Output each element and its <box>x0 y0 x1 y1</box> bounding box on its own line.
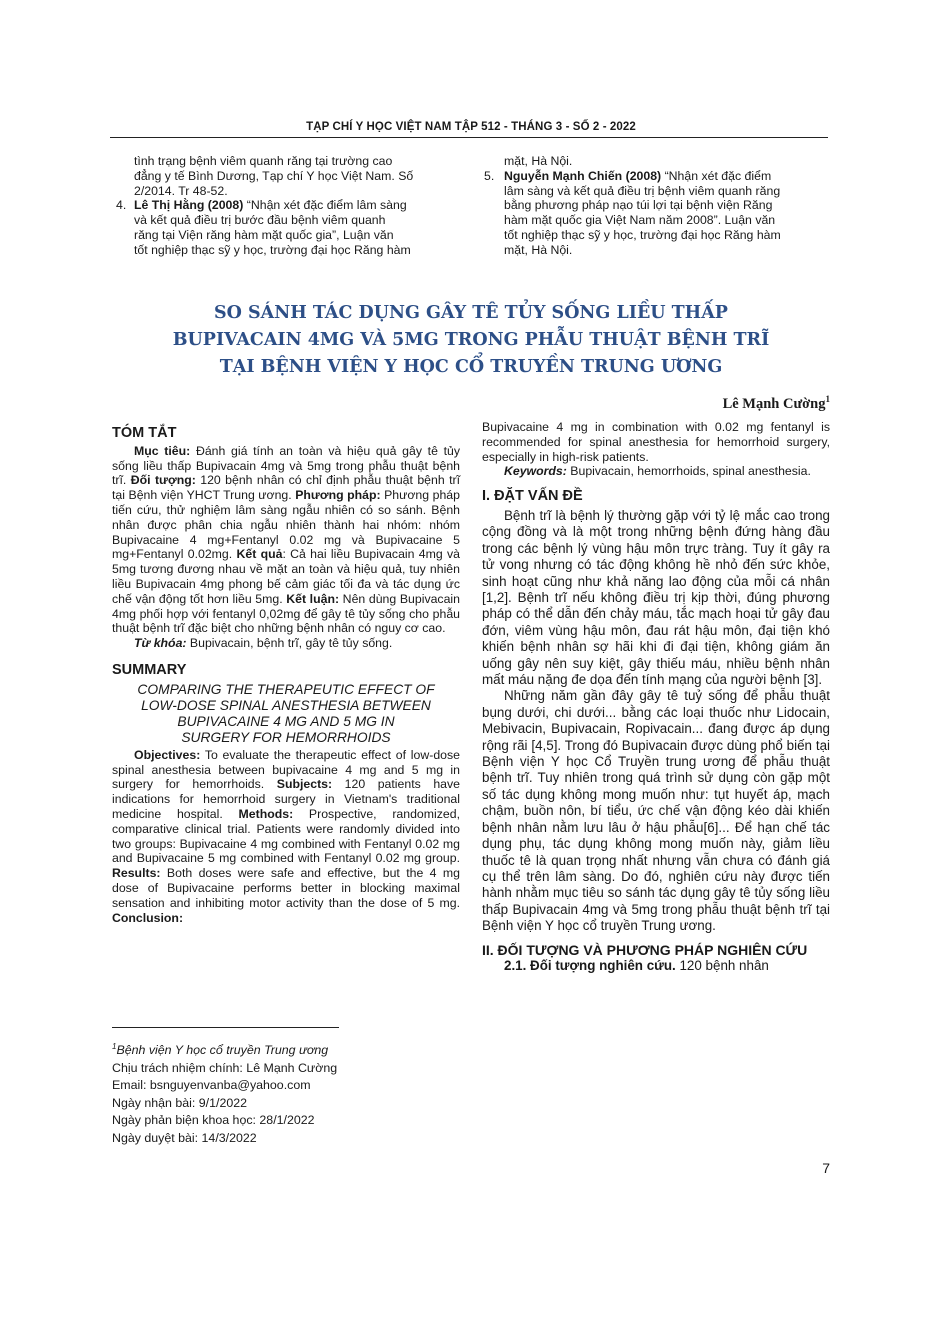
title-line: TẠI BỆNH VIỆN Y HỌC CỔ TRUYỀN TRUNG ƯƠNG <box>219 357 723 377</box>
summary-keywords <box>482 464 830 479</box>
references-right <box>482 154 832 258</box>
tom-tat-abstract <box>112 444 460 636</box>
footnote-rule <box>112 1027 339 1028</box>
ref-line: đẳng y tế Bình Dương, Tạp chí Y học Việt Nam. Số <box>134 168 414 183</box>
tom-tat-keywords <box>112 636 460 651</box>
author-superscript: 1 <box>825 394 830 404</box>
section-1-body <box>482 508 830 935</box>
page-number: 7 <box>822 1160 830 1176</box>
title-line: BUPIVACAIN 4MG VÀ 5MG TRONG PHẪU THUẬT BỆNH TRĨ <box>172 330 770 350</box>
ref-author: Nguyễn Mạnh Chiến (2008) <box>504 168 662 183</box>
section-1-heading: I. ĐẶT VẤN ĐỀ <box>482 488 583 505</box>
footnotes <box>112 1038 460 1147</box>
label-keywords: Từ khóa: <box>134 636 187 651</box>
label-objectives: Objectives: <box>134 747 201 762</box>
footnote-line: Ngày phản biện khoa học: 28/1/2022 <box>112 1113 315 1128</box>
summary-title-line: SURGERY FOR HEMORRHOIDS <box>181 729 391 745</box>
summary-title-line: BUPIVACAINE 4 MG AND 5 MG IN <box>177 713 395 729</box>
summary-title <box>112 682 460 746</box>
summary-abstract <box>112 748 460 926</box>
footnote-line: Ngày nhận bài: 9/1/2022 <box>112 1095 248 1110</box>
author-name <box>723 394 830 413</box>
ref-line: “Nhận xét đặc điểm <box>664 168 772 183</box>
text-objectives: To evaluate the therapeutic effect of low-dose spinal anesthesia between bupivacaine 4 mg and 5 mg in surgery for hemorrhoids. <box>112 747 460 792</box>
affiliation-superscript: 1 <box>112 1042 117 1051</box>
section-2-heading: II. ĐỐI TƯỢNG VÀ PHƯƠNG PHÁP NGHIÊN CỨU <box>482 941 808 958</box>
author-text: Lê Mạnh Cường <box>722 395 826 412</box>
section-1-paragraph: Những năm gần đây gây tê tuỷ sống để phẫu thuật bụng dưới, chi dưới... bằng các loại thuốc như Lidocain, Mebivacin, Bupivacain, Ropivacain... đang được áp dụng rộng rãi [4,5]. Trong đó Bupivacain được dùng phổ biến tại Bệnh viện Y học Cổ Truyền trung ương để phẫu thuật bệnh trĩ. Tuy nhiên trong quá trình sử dụng còn gặp một số tác dụng không mong muốn như: tụt huyết áp, mạch chậm, buồn nôn, bí tiểu, ức chế vận động kéo dài khiến bệnh nhân nằm lưu lâu ở hậu phẫu[6]... Để hạn chế tác dụng phụ, tác dụng không mong muốn này, giảm liều thuốc tê là quan trọng nhất nhưng vẫn chưa có đánh giá cụ thể trên lâm sàng. Do đó, nghiên cứu này được tiến hành nhằm mục tiêu so sánh tác dụng gây tê tủy sống liều thấp Bupivacain 4mg và 5mg trong phẫu thuật bệnh trĩ tại Bệnh viện Y học cổ truyền Trung ương. <box>482 688 830 934</box>
ref-line: tình trạng bệnh viêm quanh răng tại trường cao <box>134 154 393 168</box>
ref-line: “Nhận xét đặc điểm lâm sàng <box>246 198 407 213</box>
text-keywords: Bupivacain, bệnh trĩ, gây tê tủy sống. <box>186 636 393 651</box>
text-conclusion: Nên dùng Bupivacain 4mg phối hợp với fentanyl 0,02mg để gây tê tủy sống cho phẫu thuật bệnh trĩ đặc biệt cho những bệnh nhân có nguy cơ cao. <box>112 591 460 636</box>
text-objective: Đánh giá tính an toàn và hiệu quả gây tê tủy sống liều thấp Bupivacain 4mg và 5mg trong phẫu thuật bệnh trĩ. <box>112 443 461 488</box>
ref-line: mặt, Hà Nội. <box>504 154 573 168</box>
references-left <box>112 154 462 258</box>
text-keywords-en: Bupivacain, hemorrhoids, spinal anesthesia. <box>566 464 811 479</box>
ref-line: lâm sàng và kết quả điều trị bệnh viêm quanh răng <box>504 183 781 198</box>
label-subjects: Đối tượng: <box>130 473 196 488</box>
tom-tat-heading: TÓM TẮT <box>112 425 177 441</box>
text-results: : Cả hai liều Bupivacain 4mg và 5mg tương đương nhau về mặt an toàn và hiệu quả, tuy nhiên liều Bupivacain 4mg phong bế cảm giác tối đa và tác dụng ức chế vận động tốt hơn liều 5mg. <box>112 547 460 606</box>
label-methods-en: Methods: <box>238 806 294 821</box>
ref-line: tốt nghiệp thạc sỹ y học, trường đại học Răng hàm <box>504 227 781 242</box>
label-subjects-en: Subjects: <box>276 777 333 792</box>
subsection-label: 2.1. Đối tượng nghiên cứu. <box>504 958 676 974</box>
left-column <box>112 426 460 925</box>
label-methods: Phương pháp: <box>295 488 381 503</box>
title-line: SO SÁNH TÁC DỤNG GÂY TÊ TỦY SỐNG LIỀU THẤP <box>214 303 728 323</box>
text-methods: Phương pháp tiến cứu, thử nghiệm lâm sàng ngẫu nhiên có so sánh. Bệnh nhân được phân chia ngẫu nhiên thành hai nhóm: nhóm Bupivacaine 4 mg+Fentanyl 0.02 mg và Bupivacaine 5 mg+Fentanyl 0.02mg. <box>112 488 460 562</box>
ref-line: và kết quả điều trị bước đầu bệnh viêm quanh <box>134 213 386 228</box>
text-results-en: Both doses were safe and effective, but the 4 mg dose of Bupivacaine performs better in blocking maximal sensation and inhibiting motor activity than the dose of 5 mg. <box>112 866 460 910</box>
ref-line: hàm mặt quốc gia Việt Nam năm 2008”. Luận văn <box>504 213 776 228</box>
label-conclusion: Kết luận: <box>286 591 340 606</box>
ref-line: răng tại Viện răng hàm mặt quốc gia”, Luận văn <box>134 227 394 242</box>
text-subjects: 120 bệnh nhân có chỉ định phẫu thuật bệnh trĩ tại Bệnh viện YHCT Trung ương. <box>112 473 460 503</box>
summary-heading: SUMMARY <box>112 661 187 678</box>
label-results: Kết quả <box>236 547 283 562</box>
affiliation-text: Bệnh viện Y học cổ truyền Trung ương <box>116 1043 329 1058</box>
header-rule <box>110 137 828 138</box>
label-conclusion-en: Conclusion: <box>112 910 184 925</box>
section-1-paragraph: Bệnh trĩ là bệnh lý thường gặp với tỷ lệ mắc cao trong cộng đồng và là một trong những bệnh đứng hàng đầu trong các bệnh lý vùng hậu môn trực tràng. Tuy ít gây ra tử vong nhưng có tác động không hề nhỏ đến sức khỏe, sinh hoạt cũng như khả năng lao động của mỗi cá nhân [1,2]. Bệnh trĩ nếu không điều trị kịp thời, đúng phương pháp có thể dẫn đến chảy máu, tắc mạch hoại tử gây đau đớn, viêm vùng hậu môn, đau rát hậu môn, đại tiện khó khiến bệnh nhân sợ hãi khi đi đại tiện, không giám ăn uống gây nên suy kiệt, gây thiếu máu, nhiều bệnh nhân mất máu nặng đe dọa đến tính mạng của người bệnh [3]. <box>482 507 830 688</box>
summary-title-line: COMPARING THE THERAPEUTIC EFFECT OF <box>137 681 435 697</box>
ref-number: 4. <box>116 198 127 213</box>
section-2-subsection <box>482 957 830 974</box>
reference-continued <box>112 154 462 198</box>
ref-number: 5. <box>484 168 495 183</box>
reference-4 <box>112 198 462 257</box>
label-objective: Mục tiêu: <box>134 443 191 458</box>
label-results-en: Results: <box>112 866 161 881</box>
ref-line: mặt, Hà Nội. <box>504 242 573 257</box>
text-subjects-en: 120 patients have indications for hemorrhoid surgery in Vietnam's traditional medicine hospital. <box>112 777 460 821</box>
subsection-text: 120 bệnh nhân <box>675 958 769 974</box>
footnote-line: Ngày duyệt bài: 14/3/2022 <box>112 1130 257 1145</box>
ref-author: Lê Thị Hằng (2008) <box>134 198 244 213</box>
summary-continued: Bupivacaine 4 mg in combination with 0.02 mg fentanyl is recommended for spinal anesthesia for hemorrhoid surgery, especially in high-risk patients. <box>482 420 830 464</box>
summary-title-line: LOW-DOSE SPINAL ANESTHESIA BETWEEN <box>141 697 431 713</box>
text-methods-en: Prospective, randomized, comparative clinical trial. Patients were randomly divided into two groups: Bupivacaine 4 mg combined with Fentanyl 0.02 mg and Bupivacaine 5 mg combined with Fentanyl 0.02 mg group. <box>112 806 460 866</box>
label-keywords-en: Keywords: <box>504 464 567 479</box>
article-title <box>0 300 942 381</box>
right-column <box>482 420 830 974</box>
footnote-line: Email: bsnguyenvanba@yahoo.com <box>112 1078 311 1093</box>
ref-line: bằng phương pháp nạo túi lợi tại bệnh viện Răng <box>504 198 773 213</box>
reference-continued <box>482 154 832 169</box>
ref-line: 2/2014. Tr 48-52. <box>134 183 228 198</box>
reference-5 <box>482 169 832 258</box>
footnote-affiliation <box>112 1038 460 1060</box>
ref-line: tốt nghiệp thạc sỹ y học, trường đại học Răng hàm <box>134 242 411 257</box>
footnote-line: Chịu trách nhiệm chính: Lê Mạnh Cường <box>112 1060 338 1075</box>
journal-header: TẠP CHÍ Y HỌC VIỆT NAM TẬP 512 - THÁNG 3 - SỐ 2 - 2022 <box>306 121 636 133</box>
